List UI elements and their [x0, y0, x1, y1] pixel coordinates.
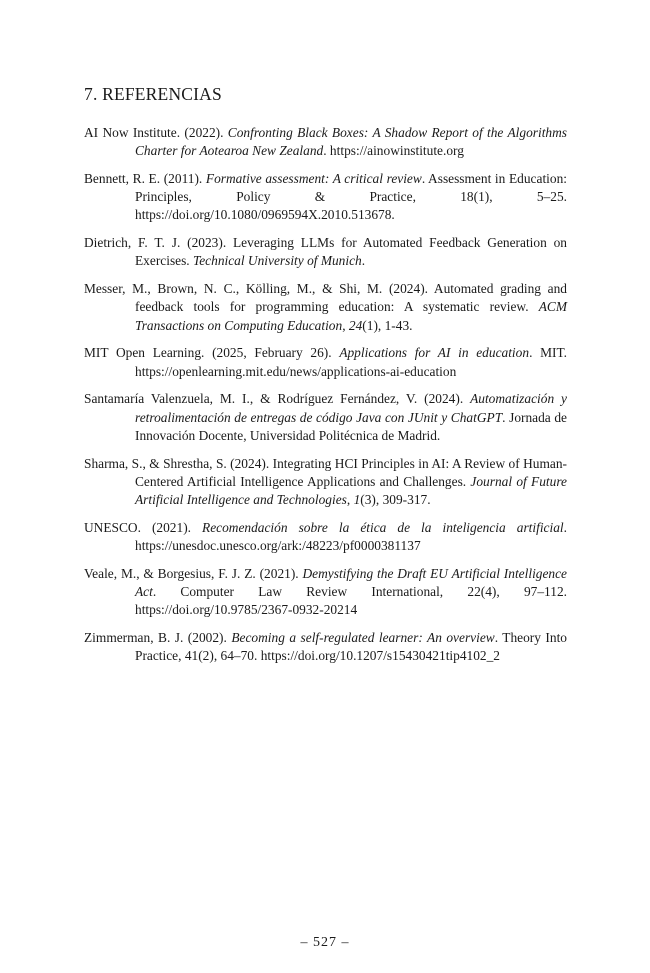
reference-title: Confronting Black Boxes: A Shadow Report of the Algorithms Charter for Aotearoa New Zealand [135, 125, 567, 159]
reference-pages: (1), 1-43. [362, 317, 413, 333]
reference-authors-year: Dietrich, F. T. J. (2023). Leveraging LLMs for Automated Feedback Generation on Exercises. [84, 235, 567, 269]
reference-title: Demystifying the Draft EU Artificial Intelligence Act [135, 565, 568, 600]
reference-authors-year: Veale, M., & Borgesius, F. J. Z. (2021). [84, 565, 303, 581]
reference-title: Journal of Future Artificial Intelligence and Technologies [135, 473, 567, 508]
reference-item [84, 519, 567, 555]
reference-authors-year: Santamaría Valenzuela, M. I., & Rodríguez Fernández, V. (2024). [84, 391, 471, 407]
reference-authors-year: Bennett, R. E. (2011). [84, 171, 206, 186]
reference-title: Formative assessment: A critical review [205, 171, 422, 186]
section-heading: 7. REFERENCIAS [84, 84, 222, 104]
reference-authors-year: UNESCO. (2021). [84, 519, 203, 535]
reference-source: . Computer Law Review International, 22(4), 97–112. https://doi.org/10.9785/2367-0932-20214 [135, 584, 567, 618]
reference-item [84, 344, 567, 380]
reference-source: , [346, 492, 354, 508]
reference-authors-year: Messer, M., Brown, N. C., Kölling, M., & Shi, M. (2024). Automated grading and feedback tools for programming education: A systematic review. [84, 281, 567, 315]
reference-authors-year: Sharma, S., & Shrestha, S. (2024). Integrating HCI Principles in AI: A Review of Human-Centered Artificial Intelligence Applications and Challenges. [84, 455, 567, 489]
reference-item [84, 629, 567, 665]
reference-item [84, 455, 567, 510]
reference-volume: 24 [348, 317, 363, 333]
reference-source: . Jornada de Innovación Docente, Universidad Politécnica de Madrid. [135, 409, 567, 443]
reference-item [84, 280, 567, 335]
reference-source: . [361, 253, 366, 269]
page-number: – 527 – [300, 935, 350, 950]
reference-item [84, 390, 567, 445]
reference-item [84, 170, 567, 225]
reference-title: Technical University of Munich [193, 253, 362, 269]
reference-pages: (3), 309-317. [360, 492, 431, 508]
reference-authors-year: AI Now Institute. (2022). [84, 125, 228, 140]
reference-item [84, 124, 567, 160]
reference-source: . Assessment in Education: Principles, Policy & Practice, 18(1), 5–25. https://doi.org/10.1080/0969594X.2010.513678. [135, 171, 567, 223]
reference-source: , [342, 317, 349, 333]
reference-item [84, 234, 567, 270]
reference-title: Recomendación sobre la ética de la inteligencia artificial [202, 519, 564, 535]
reference-source: . Theory Into Practice, 41(2), 64–70. https://doi.org/10.1207/s15430421tip4102_2 [135, 630, 568, 664]
reference-item [84, 565, 567, 620]
reference-title: Automatización y retroalimentación de entregas de código Java con JUnit y ChatGPT [135, 391, 567, 425]
reference-source: . https://unesdoc.unesco.org/ark:/48223/pf0000381137 [135, 519, 567, 554]
reference-authors-year: MIT Open Learning. (2025, February 26). [84, 345, 340, 361]
reference-list [84, 124, 567, 675]
reference-title: Applications for AI in education [339, 345, 530, 361]
reference-authors-year: Zimmerman, B. J. (2002). [84, 630, 232, 646]
reference-volume: 1 [353, 492, 361, 508]
reference-source: . https://ainowinstitute.org [323, 143, 464, 159]
reference-title: ACM Transactions on Computing Education [135, 299, 567, 333]
reference-title: Becoming a self-regulated learner: An overview [231, 630, 495, 646]
reference-source: . MIT. https://openlearning.mit.edu/news/applications-ai-education [135, 345, 568, 379]
